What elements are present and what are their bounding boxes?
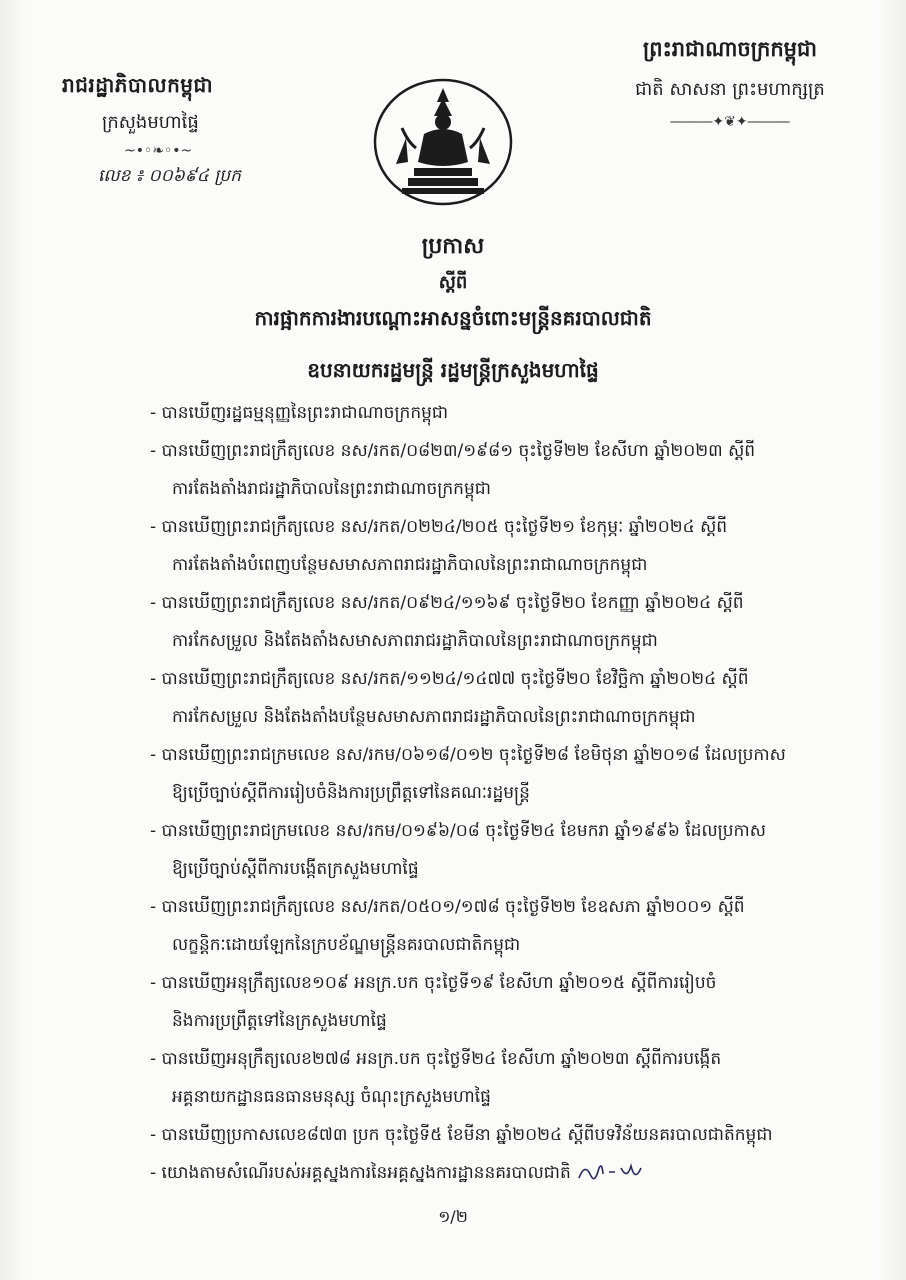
list-item (150, 888, 862, 964)
list-item (150, 1040, 862, 1116)
government-name: រាជរដ្ឋាភិបាលកម្ពុជា (62, 73, 213, 97)
list-item-line2: អគ្គនាយកដ្ឋានធនធានមនុស្ស ចំណុះក្រសួងមហាផ្ទៃ (172, 1087, 491, 1107)
list-item-line1: - បានឃើញរដ្ឋធម្មនុញ្ញនៃព្រះរាជាណាចក្រកម្ពុជា (150, 403, 449, 423)
list-item-line2: ការកែសម្រួល និងតែងតាំងបន្ថែមសមាសភាពរាជរដ្ឋាភិបាលនៃព្រះរាជាណាចក្រកម្ពុជា (172, 707, 696, 727)
title-about: ស្តីពី (438, 272, 468, 293)
list-item (150, 394, 862, 432)
list-item-line1: - បានឃើញព្រះរាជក្រឹត្យលេខ នស/រកត/០២២៤/២០៥ ចុះថ្ងៃទី២១ ខែកុម្ភៈ ឆ្នាំ២០២៤ ស្តីពី (150, 517, 728, 537)
ornament-divider-right: ―――✦❦✦――― (670, 114, 790, 130)
title-block (0, 232, 906, 387)
list-item-line2: ការតែងតាំងបំពេញបន្ថែមសមាសភាពរាជរដ្ឋាភិបាលនៃព្រះរាជាណាចក្រកម្ពុជា (172, 555, 648, 575)
page-number: ១/២ (438, 1207, 468, 1226)
citations-list (150, 394, 862, 1192)
list-item-line2: ការកែសម្រួល និងតែងតាំងសមាសភាពរាជរដ្ឋាភិបាលនៃព្រះរាជាណាចក្រកម្ពុជា (172, 631, 658, 651)
document-subject: ការផ្អាកការងារបណ្តោះអាសន្នចំពោះមន្ត្រីនគរបាលជាតិ (254, 306, 652, 330)
list-item-line2: ការតែងតាំងរាជរដ្ឋាភិបាលនៃព្រះរាជាណាចក្រកម្ពុជា (172, 479, 491, 499)
list-item-line1: - បានឃើញព្រះរាជក្រឹត្យលេខ នស/រកត/០៨២៣/១៩៨១ ចុះថ្ងៃទី២២ ខែសីហា ឆ្នាំ២០២៣ ស្តីពី (150, 441, 756, 461)
list-item-line1: - បានឃើញព្រះរាជក្រឹត្យលេខ នស/រកត/១១២៤/១៤៧៧ ចុះថ្ងៃទី២០ ខែវិច្ឆិកា ឆ្នាំ២០២៤ ស្តីពី (150, 669, 749, 689)
list-item-line1: - បានឃើញអនុក្រឹត្យលេខ២៧៨ អនក្រ.បក ចុះថ្ងៃទី២៤ ខែសីហា ឆ្នាំ២០២៣ ស្តីពីការបង្កើត (150, 1049, 722, 1069)
list-item-line1: - បានឃើញព្រះរាជក្រមលេខ នស/រកម/០៦១៨/០១២ ចុះថ្ងៃទី២៨ ខែមិថុនា ឆ្នាំ២០១៨ ដែលប្រកាស (150, 745, 786, 765)
list-item-line2: លក្ខន្តិកៈដោយឡែកនៃក្របខ័ណ្ឌមន្ត្រីនគរបាលជាតិកម្ពុជា (172, 935, 521, 955)
list-item (150, 736, 862, 812)
list-item (150, 660, 862, 736)
list-item (150, 1116, 862, 1154)
list-item-line1: - បានឃើញព្រះរាជក្រមលេខ នស/រកម/០១៩៦/០៨ ចុះថ្ងៃទី២៤ ខែមករា ឆ្នាំ១៩៩៦ ដែលប្រកាស (150, 821, 766, 841)
issuer-title: ឧបនាយករដ្ឋមន្ត្រី រដ្ឋមន្ត្រីក្រសួងមហាផ្ទៃ (307, 358, 599, 382)
kingdom-name: ព្រះរាជាណាចក្រកម្ពុជា (642, 37, 817, 61)
ministry-emblem-icon (372, 78, 514, 206)
national-motto: ជាតិ សាសនា ព្រះមហាក្សត្រ (635, 79, 825, 100)
list-item (150, 812, 862, 888)
initials-signature-icon (575, 1160, 649, 1186)
left-header (62, 72, 282, 190)
ornament-divider-left: ~•◦❧◦•~ (124, 143, 193, 159)
list-item-line1: - បានឃើញអនុក្រឹត្យលេខ១០៩ អនក្រ.បក ចុះថ្ងៃទី១៩ ខែសីហា ឆ្នាំ២០១៥ ស្តីពីការរៀបចំ (150, 973, 717, 993)
list-item (150, 432, 862, 508)
ministry-name: ក្រសួងមហាផ្ទៃ (102, 112, 199, 133)
right-header (600, 36, 860, 130)
reference-number: លេខ ៖ ០០៦៩៤ ប្រក (98, 166, 241, 186)
list-item (150, 508, 862, 584)
document-type: ប្រកាស (421, 234, 485, 259)
list-item-line2: ឱ្យប្រើច្បាប់ស្តីពីការបង្កើតក្រសួងមហាផ្ទៃ (172, 859, 419, 879)
list-item-line2: ឱ្យប្រើច្បាប់ស្តីពីការរៀបចំនិងការប្រព្រឹត្តទៅនៃគណៈរដ្ឋមន្ត្រី (172, 783, 530, 803)
list-item-line1: - បានឃើញព្រះរាជក្រឹត្យលេខ នស/រកត/០៩២៤/១១៦៩ ចុះថ្ងៃទី២០ ខែកញ្ញា ឆ្នាំ២០២៤ ស្តីពី (150, 593, 744, 613)
list-item-line2: និងការប្រព្រឹត្តទៅនៃក្រសួងមហាផ្ទៃ (172, 1011, 387, 1031)
list-item-line1 (150, 1154, 862, 1192)
list-item-text: - យោងតាមសំណើរបស់អគ្គស្នងការនៃអគ្គស្នងការដ្ឋាននគរបាលជាតិ (150, 1163, 571, 1183)
list-item-line1: - បានឃើញព្រះរាជក្រឹត្យលេខ នស/រកត/០៥០១/១៧៨ ចុះថ្ងៃទី២២ ខែឧសភា ឆ្នាំ២០០១ ស្តីពី (150, 897, 745, 917)
list-item (150, 964, 862, 1040)
list-item (150, 1154, 862, 1192)
list-item-line1: - បានឃើញប្រកាសលេខ៨៧៣ ប្រក ចុះថ្ងៃទី៥ ខែមីនា ឆ្នាំ២០២៤ ស្តីពីបទវិន័យនគរបាលជាតិកម្ពុជា (150, 1125, 773, 1145)
list-item (150, 584, 862, 660)
